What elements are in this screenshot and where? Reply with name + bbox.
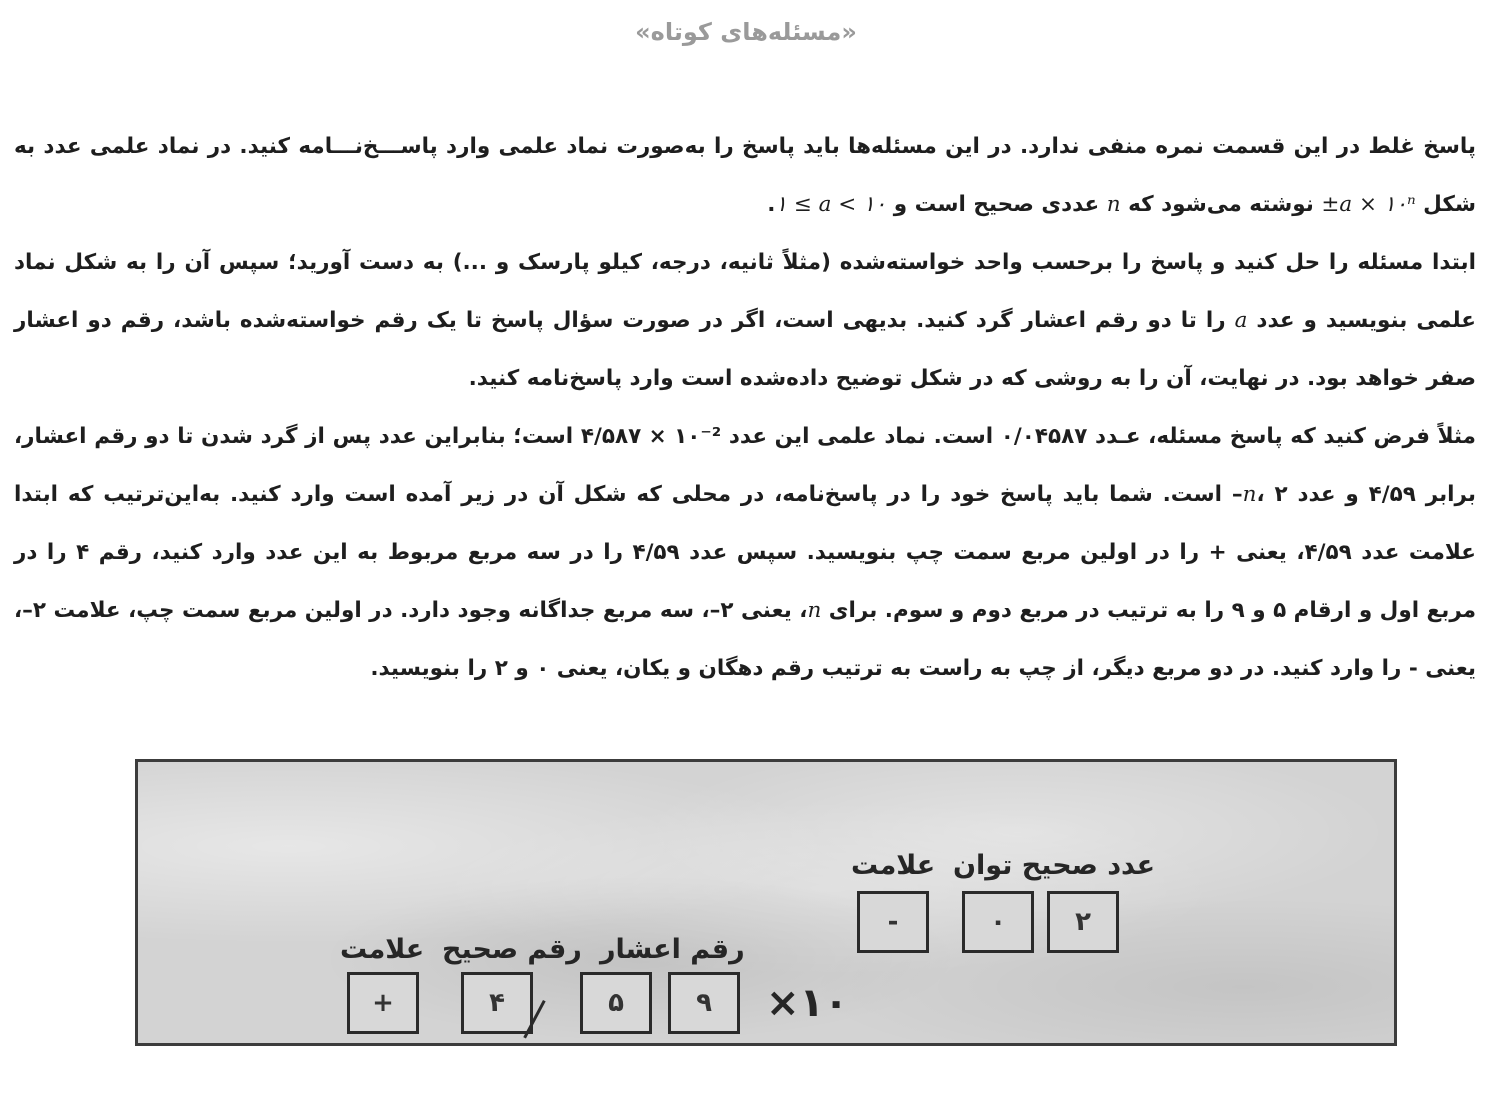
decimal-digit-2-box[interactable]: ۹ bbox=[668, 972, 740, 1034]
body-text bbox=[14, 118, 1476, 698]
sign-box[interactable]: + bbox=[347, 972, 419, 1034]
p3-number4: ۴/۵۹ bbox=[1304, 540, 1352, 565]
exponent-sign-box[interactable]: - bbox=[857, 891, 929, 953]
p3-part3: است؛ بنابراین عدد پس از گرد شدن تا دو رقم اعشار، برابر bbox=[14, 424, 1476, 507]
label-exponent-integer: عدد صحیح توان bbox=[953, 850, 1156, 881]
page-title: «مسئله‌های کوتاه» bbox=[635, 18, 857, 46]
p3-number3: ۴/۵۹ bbox=[1368, 482, 1416, 507]
p3-part7: را در سه مربع مربوط به این عدد وارد کنید، رقم ۴ را در مربع اول و ارقام ۵ و ۹ را به ترتیب در مربع دوم و سوم. برای bbox=[14, 540, 1477, 623]
label-exponent-sign: علامت bbox=[851, 850, 936, 881]
n-variable-2: n bbox=[1242, 482, 1257, 507]
times-ten: ×۱۰ bbox=[766, 980, 849, 1026]
intro-line1: پاسخ غلط در این قسمت نمره منفی ندارد. در این مسئله‌ها باید پاسخ را به‌صورت نماد علمی وارد پاســـخ‌نـــامه کنید. در نماد علمی عدد به شکل bbox=[14, 134, 1476, 217]
paragraph-2 bbox=[14, 234, 1476, 408]
p3-part6: ، یعنی + را در اولین مربع سمت چپ بنویسید. سپس عدد bbox=[689, 540, 1305, 565]
intro-paragraph bbox=[14, 118, 1476, 234]
p2-part2: را تا دو رقم اعشار گرد کنید. بدیهی است، اگر در صورت سؤال پاسخ تا یک رقم خواسته‌شده باشد، رقم دو اعشار صفر خواهد بود. در نهایت، آن را به روشی که در شکل توضیح داده‌شده است وارد پاسخ‌نامه کنید. bbox=[14, 308, 1476, 391]
p3-number1: ۰/۰۴۵۸۷ bbox=[1000, 424, 1088, 449]
p3-part2: است. نماد علمی این عدد bbox=[728, 424, 994, 449]
intro-line2b: عددی صحیح است و bbox=[893, 192, 1100, 217]
notation-formula: ±a × ۱۰ⁿ bbox=[1321, 192, 1416, 217]
exponent-units-box[interactable]: ۲ bbox=[1047, 891, 1119, 953]
paragraph-3 bbox=[14, 408, 1476, 698]
range-formula: ۱ ≤ a < ۱۰ bbox=[775, 192, 887, 217]
p3-part5: ، ۲– است. شما باید پاسخ خود را در پاسخ‌نامه، در محلی که شکل آن در زیر آمده است وارد کنید. به‌این‌ترتیب که ابتدا علامت عدد bbox=[14, 482, 1476, 565]
decimal-digit-1-box[interactable]: ۵ bbox=[580, 972, 652, 1034]
n-variable: n bbox=[1106, 192, 1121, 217]
n-variable-3: n bbox=[807, 598, 822, 623]
label-integer-digit: رقم صحیح bbox=[442, 934, 582, 965]
p3-number5: ۴/۵۹ bbox=[632, 540, 680, 565]
intro-line2c: . bbox=[767, 192, 776, 217]
label-sign: علامت bbox=[340, 934, 425, 965]
p3-part8: ، یعنی ۲–، سه مربع جداگانه وجود دارد. در اولین مربع سمت چپ، علامت ۲–، یعنی - را وارد کنید. در دو مربع دیگر، از چپ به راست به ترتیب رقم دهگان و یکان، یعنی ۰ و ۲ را بنویسید. bbox=[14, 598, 1476, 681]
answer-sheet-figure bbox=[135, 759, 1397, 1046]
exponent-tens-box[interactable]: ۰ bbox=[962, 891, 1034, 953]
label-decimal-digit: رقم اعشار bbox=[600, 934, 745, 965]
p3-part4: و عدد bbox=[1297, 482, 1359, 507]
p3-part1: مثلاً فرض کنید که پاسخ مسئله، عـدد bbox=[1095, 424, 1476, 449]
p3-number2: ۴/۵۸۷ × ۱۰⁻² bbox=[580, 424, 722, 449]
a-variable: a bbox=[1234, 308, 1248, 333]
intro-line2a: نوشته می‌شود که bbox=[1128, 192, 1314, 217]
p2-part1: ابتدا مسئله را حل کنید و پاسخ را برحسب واحد خواسته‌شده (مثلاً ثانیه، درجه، کیلو پارسک و ...) به دست آورید؛ سپس آن را به شکل نماد علمی بنویسید و عدد bbox=[14, 250, 1476, 333]
integer-digit-box[interactable]: ۴ bbox=[461, 972, 533, 1034]
